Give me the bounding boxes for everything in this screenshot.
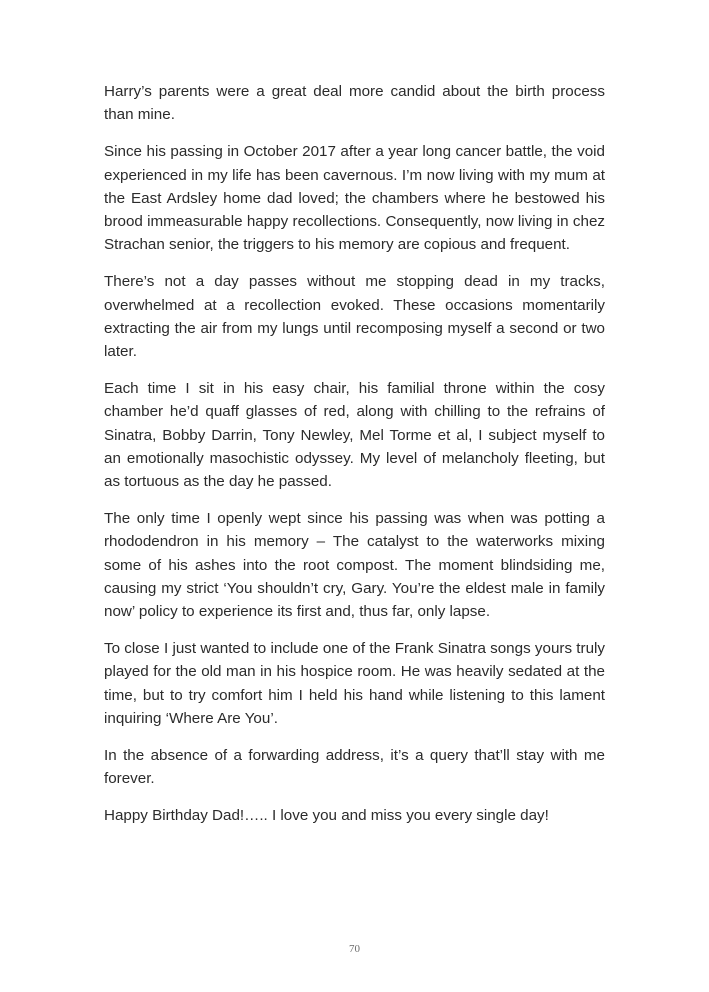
paragraph-5: The only time I openly wept since his passing was when was potting a rhododendron in his memory – The catalyst to the waterworks mixing some of his ashes into the root compost. The moment blindsiding me, causing my strict ‘You shouldn’t cry, Gary. You’re the eldest male in family now’ policy to experience its first and, thus far, only lapse. bbox=[104, 510, 605, 621]
paragraph-6: To close I just wanted to include one of the Frank Sinatra songs yours truly played for the old man in his hospice room. He was heavily sedated at the time, but to try comfort him I held his hand while listening to this lament inquiring ‘Where Are You’. bbox=[104, 640, 605, 727]
paragraph-4: Each time I sit in his easy chair, his familial throne within the cosy chamber he’d quaff glasses of red, along with chilling to the refrains of Sinatra, Bobby Darrin, Tony Newley, Mel Torme et al, I subject myself to an emotionally masochistic odyssey. My level of melancholy fleeting, but as tortuous as the day he passed. bbox=[104, 380, 605, 491]
paragraph-7: In the absence of a forwarding address, it’s a query that’ll stay with me forever. bbox=[104, 747, 605, 788]
page-number: 70 bbox=[349, 943, 360, 955]
paragraph-8: Happy Birthday Dad!….. I love you and miss you every single day! bbox=[104, 807, 549, 825]
paragraph-2: Since his passing in October 2017 after a year long cancer battle, the void experienced in my life has been cavernous. I’m now living with my mum at the East Ardsley home dad loved; the chambers where he bestowed his brood immeasurable happy recollections. Consequently, now living in chez Strachan senior, the triggers to his memory are copious and frequent. bbox=[104, 143, 605, 254]
paragraph-3: There’s not a day passes without me stopping dead in my tracks, overwhelmed at a recollection evoked. These occasions momentarily extracting the air from my lungs until recomposing myself a second or two later. bbox=[104, 273, 605, 361]
body-text bbox=[104, 80, 605, 842]
paragraph-1: Harry’s parents were a great deal more candid about the birth process than mine. bbox=[104, 83, 605, 124]
